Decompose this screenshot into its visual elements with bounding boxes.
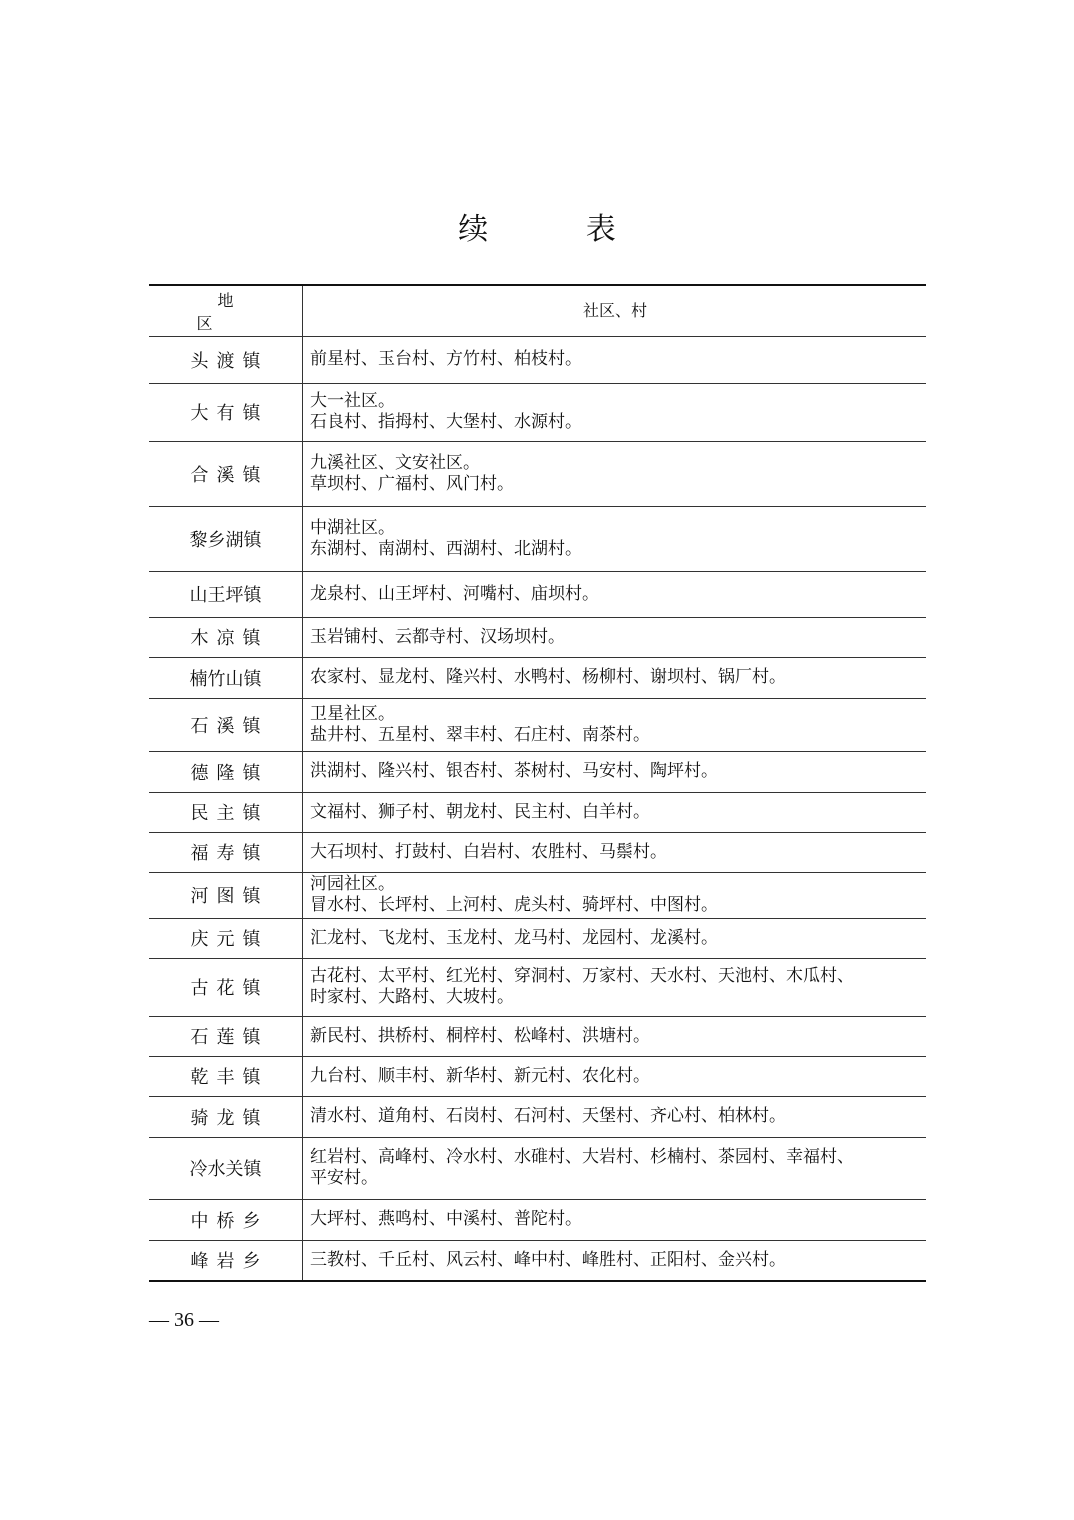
- villages-cell: [303, 571, 927, 617]
- page-title: 续 表: [458, 212, 660, 247]
- header-region: 地 区: [149, 285, 303, 336]
- region-name: 合溪镇: [190, 464, 269, 486]
- table-row: [149, 506, 926, 571]
- region-cell: [149, 1240, 303, 1281]
- region-name: 河图镇: [190, 886, 269, 907]
- village-line: 大石坝村、打鼓村、白岩村、农胜村、马鬃村。: [310, 841, 667, 862]
- table-row: [149, 832, 926, 872]
- village-line: 时家村、大路村、大坡村。: [310, 987, 514, 1007]
- table-row: [149, 751, 926, 792]
- region-cell: [149, 918, 303, 958]
- village-line: 东湖村、南湖村、西湖村、北湖村。: [310, 538, 582, 559]
- villages-cell: [303, 336, 927, 383]
- villages-cell: [303, 792, 927, 832]
- villages-cell: [303, 441, 927, 506]
- villages-cell: [303, 1096, 927, 1137]
- region-cell: [149, 657, 303, 698]
- region-name: 石溪镇: [190, 715, 269, 737]
- village-line: 草坝村、广福村、风门村。: [310, 473, 514, 494]
- table-header-row: [149, 285, 926, 336]
- villages-cell: [303, 1056, 927, 1096]
- table-row: [149, 571, 926, 617]
- region-cell: [149, 506, 303, 571]
- village-line: 卫星社区。: [310, 703, 395, 724]
- region-name: 石莲镇: [190, 1027, 269, 1048]
- region-cell: [149, 383, 303, 441]
- region-name: 黎乡湖镇: [189, 529, 262, 551]
- table-row: [149, 617, 926, 657]
- villages-cell: [303, 506, 927, 571]
- village-line: 中湖社区。: [310, 517, 395, 538]
- region-cell: [149, 1096, 303, 1137]
- region-name: 峰岩乡: [190, 1251, 269, 1273]
- village-line: 清水村、道角村、石岗村、石河村、天堡村、齐心村、柏林村。: [310, 1106, 786, 1126]
- table-row: [149, 1016, 926, 1056]
- region-cell: [149, 336, 303, 383]
- villages-cell: [303, 918, 927, 958]
- region-cell: [149, 872, 303, 918]
- region-cell: [149, 958, 303, 1016]
- region-name: 山王坪镇: [189, 585, 262, 606]
- table-row: [149, 1199, 926, 1240]
- region-cell: [149, 698, 303, 751]
- village-line: 红岩村、高峰村、冷水村、水碓村、大岩村、杉楠村、茶园村、幸福村、: [310, 1147, 854, 1167]
- region-name: 德隆镇: [190, 762, 269, 784]
- village-line: 九溪社区、文安社区。: [310, 452, 480, 473]
- table-row: [149, 441, 926, 506]
- table-row: [149, 336, 926, 383]
- region-cell: [149, 571, 303, 617]
- villages-cell: [303, 958, 927, 1016]
- region-name: 楠竹山镇: [189, 668, 262, 690]
- region-cell: [149, 441, 303, 506]
- region-name: 福寿镇: [190, 843, 269, 864]
- region-name: 头渡镇: [190, 350, 269, 372]
- villages-cell: [303, 657, 927, 698]
- villages-cell: [303, 698, 927, 751]
- village-line: 汇龙村、飞龙村、玉龙村、龙马村、龙园村、龙溪村。: [310, 927, 718, 948]
- table-row: [149, 1056, 926, 1096]
- villages-cell: [303, 617, 927, 657]
- village-line: 盐井村、五星村、翠丰村、石庄村、南茶村。: [310, 724, 650, 745]
- villages-cell: [303, 1016, 927, 1056]
- region-cell: [149, 1199, 303, 1240]
- village-line: 河园社区。: [310, 874, 395, 894]
- region-name: 木凉镇: [190, 628, 269, 649]
- table-row: [149, 792, 926, 832]
- villages-cell: [303, 872, 927, 918]
- table-row: [149, 1240, 926, 1281]
- table-row: [149, 872, 926, 918]
- table-row: [149, 918, 926, 958]
- region-cell: [149, 617, 303, 657]
- region-cell: [149, 751, 303, 792]
- region-name: 乾丰镇: [190, 1067, 269, 1088]
- region-cell: [149, 1137, 303, 1199]
- region-name: 骑龙镇: [190, 1107, 269, 1129]
- village-line: 平安村。: [310, 1168, 378, 1188]
- villages-cell: [303, 383, 927, 441]
- region-name: 冷水关镇: [189, 1159, 262, 1180]
- village-line: 大一社区。: [310, 391, 395, 411]
- table-row: [149, 1137, 926, 1199]
- region-name: 中桥乡: [190, 1210, 269, 1232]
- village-line: 新民村、拱桥村、桐梓村、松峰村、洪塘村。: [310, 1025, 650, 1046]
- village-line: 三教村、千丘村、风云村、峰中村、峰胜村、正阳村、金兴村。: [310, 1249, 786, 1270]
- page-number: — 36 —: [149, 1309, 219, 1331]
- village-line: 冒水村、长坪村、上河村、虎头村、骑坪村、中图村。: [310, 895, 718, 915]
- village-line: 石良村、指拇村、大堡村、水源村。: [310, 412, 582, 432]
- region-cell: [149, 792, 303, 832]
- village-line: 龙泉村、山王坪村、河嘴村、庙坝村。: [310, 583, 599, 604]
- villages-cell: [303, 1199, 927, 1240]
- table-row: [149, 383, 926, 441]
- region-name: 庆元镇: [190, 929, 269, 950]
- village-line: 玉岩铺村、云都寺村、汉场坝村。: [310, 626, 565, 647]
- region-cell: [149, 1016, 303, 1056]
- villages-cell: [303, 1240, 927, 1281]
- village-line: 大坪村、燕鸣村、中溪村、普陀村。: [310, 1209, 582, 1229]
- region-name: 民主镇: [190, 803, 269, 824]
- villages-cell: [303, 751, 927, 792]
- region-name: 大有镇: [190, 403, 269, 424]
- table-row: [149, 698, 926, 751]
- table-row: [149, 958, 926, 1016]
- village-line: 洪湖村、隆兴村、银杏村、茶树村、马安村、陶坪村。: [310, 761, 718, 781]
- village-line: 前星村、玉台村、方竹村、柏枝村。: [310, 349, 582, 369]
- region-name: 古花镇: [190, 978, 269, 999]
- villages-cell: [303, 1137, 927, 1199]
- table-row: [149, 657, 926, 698]
- table-row: [149, 1096, 926, 1137]
- region-cell: [149, 832, 303, 872]
- region-village-table: [149, 284, 926, 1282]
- header-villages: 社区、村: [303, 285, 927, 336]
- village-line: 九台村、顺丰村、新华村、新元村、农化村。: [310, 1065, 650, 1086]
- village-line: 古花村、太平村、红光村、穿洞村、万家村、天水村、天池村、木瓜村、: [310, 966, 854, 986]
- village-line: 农家村、显龙村、隆兴村、水鸭村、杨柳村、谢坝村、锅厂村。: [310, 667, 786, 687]
- village-line: 文福村、狮子村、朝龙村、民主村、白羊村。: [310, 801, 650, 822]
- villages-cell: [303, 832, 927, 872]
- region-cell: [149, 1056, 303, 1096]
